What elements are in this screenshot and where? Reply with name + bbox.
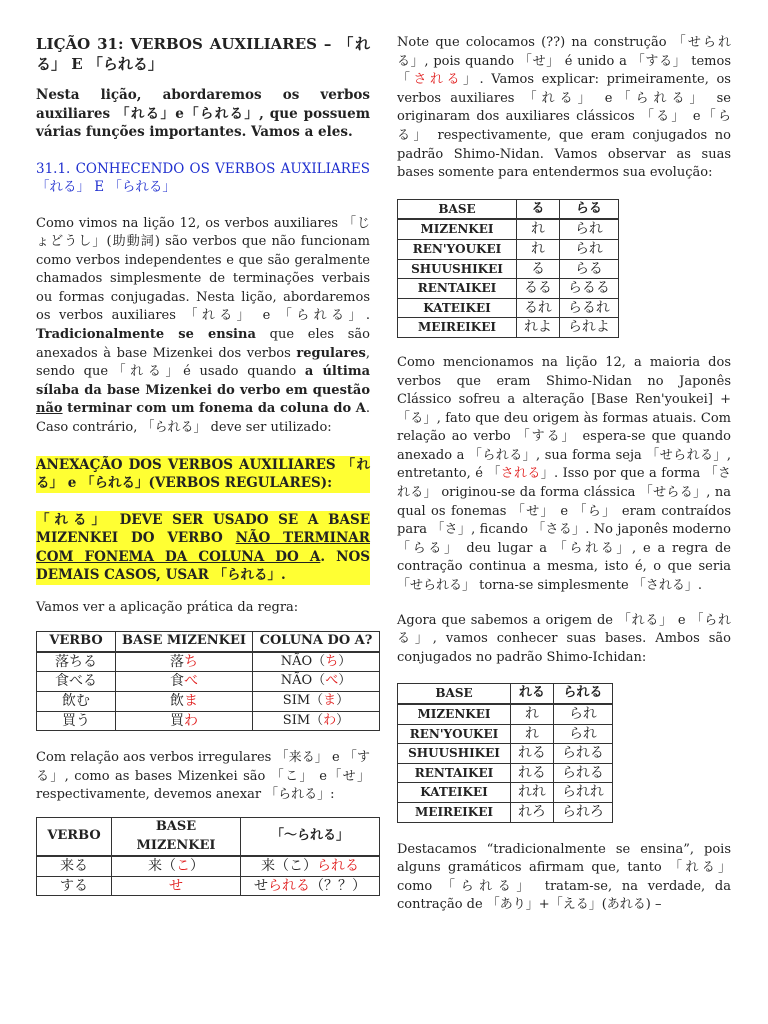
base-cell — [116, 692, 253, 712]
base-stem: 飲 — [170, 693, 184, 709]
left-column — [36, 34, 373, 896]
conjugation-cell: らる — [559, 259, 618, 279]
conjugation-cell: らるれ — [559, 298, 618, 318]
result-ending: られる — [268, 877, 310, 894]
result-stem: 来（こ） — [261, 858, 317, 875]
conjugation-cell: られれ — [553, 783, 612, 803]
conjugation-cell: れる — [511, 763, 554, 783]
conjugation-cell: られろ — [553, 802, 612, 822]
paragraph-note: Note que colocamos (??) na construção 「せられる」, pois quando 「せ」 é unido a 「する」 temos 「される」. Vamos explicar: primeiramente, os verbos auxiliares 「れる」 e「られる」 se originaram dos auxiliares clássicos 「る」 e「らる」 respectivamente, que eram conjugados no padrão Shimo-Nidan. Vamos observar as suas bases somente para entendermos sua evolução: — [397, 35, 731, 181]
base-suffix: ） — [190, 858, 204, 875]
conjugation-cell: れれ — [511, 783, 554, 803]
table-header: COLUNA DO A? — [253, 632, 380, 652]
base-name-cell: KATEIKEI — [398, 783, 511, 803]
table-header: VERBO — [37, 817, 112, 856]
column-a-syllable: ま — [323, 693, 337, 708]
column-a-answer: NÃO（ — [280, 673, 326, 689]
conjugation-cell: れ — [511, 704, 554, 724]
table-row — [398, 763, 613, 783]
highlight-rule-body: 「れる」 DEVE SER USADO SE A BASE MIZENKEI DO VERBO NÃO TERMINAR COM FONEMA DA COLUNA DO A. NOS DEMAIS CASOS, USAR 「られる」. — [36, 511, 370, 584]
verb-cell: 落ちる — [37, 652, 116, 672]
table-row — [37, 672, 380, 692]
table-row — [398, 239, 619, 259]
paragraph-practical: Vamos ver a aplicação prática da regra: — [36, 599, 299, 615]
table-header: 「～られる」 — [241, 817, 380, 856]
table-header: BASE — [398, 199, 517, 219]
base-cell — [116, 652, 253, 672]
column-a-syllable: べ — [325, 673, 339, 689]
table-header: BASE — [398, 684, 511, 704]
base-name-cell: SHUUSHIKEI — [398, 259, 517, 279]
base-name-cell: MEIREIKEI — [398, 802, 511, 822]
base-syllable: ち — [184, 653, 198, 670]
table-row — [398, 298, 619, 318]
conjugation-cell: られ — [553, 724, 612, 744]
conjugation-cell: れ — [511, 724, 554, 744]
table-row — [398, 744, 613, 764]
conjugation-cell: れよ — [517, 318, 560, 338]
table-regular-verbs — [36, 631, 380, 731]
table-row — [37, 856, 380, 876]
column-a-cell — [253, 672, 380, 692]
result-note: （？？） — [310, 877, 366, 894]
table-row — [398, 259, 619, 279]
conjugation-cell: られよ — [559, 318, 618, 338]
base-name-cell: MIZENKEI — [398, 704, 511, 724]
column-a-close: ） — [336, 712, 350, 728]
highlight-rule-title: ANEXAÇÃO DOS VERBOS AUXILIARES 「れる」 e 「られる」(VERBOS REGULARES): — [36, 456, 370, 492]
column-a-cell — [253, 711, 380, 731]
base-name-cell: SHUUSHIKEI — [398, 744, 511, 764]
table-row — [37, 692, 380, 712]
table-row — [398, 704, 613, 724]
base-cell — [112, 856, 241, 876]
base-name-cell: RENTAIKEI — [398, 279, 517, 299]
base-cell — [116, 672, 253, 692]
table-row — [398, 802, 613, 822]
verb-cell: する — [37, 876, 112, 896]
verb-cell: 買う — [37, 711, 116, 731]
result-cell — [241, 876, 380, 896]
table-row — [398, 279, 619, 299]
base-cell — [112, 876, 241, 896]
lesson-title: LIÇÃO 31: VERBOS AUXILIARES – 「れる」 E 「られる」 — [36, 35, 370, 73]
table-header: る — [517, 199, 560, 219]
column-a-cell — [253, 652, 380, 672]
base-stem: 買 — [170, 712, 184, 729]
column-a-cell — [253, 692, 380, 712]
column-a-answer: NÃO（ — [280, 653, 326, 669]
verb-cell: 食べる — [37, 672, 116, 692]
table-header: らる — [559, 199, 618, 219]
base-name-cell: MEIREIKEI — [398, 318, 517, 338]
conjugation-cell: れる — [511, 744, 554, 764]
base-prefix: 来（ — [148, 858, 176, 875]
paragraph-evolution: Como mencionamos na lição 12, a maioria dos verbos que eram Shimo-Nidan no Japonês Clássico sofreu a alteração [Base Ren'youkei] + 「る」, fato que deu origem às formas atuais. Com relação ao verbo 「する」 espera-se que quando anexado a 「られる」, sua forma seja 「せられる」, entretanto, é 「される」. Isso por que a forma 「される」 originou-se da forma clássica 「せらる」, na qual os fonemas 「せ」 e 「ら」 eram contraídos para 「さ」, ficando 「さる」. No japonês moderno 「らる」 deu lugar a 「られる」, e a regra de contração continua a mesma, isto é, o que seria 「せられる」 torna-se simplesmente 「される」. — [397, 354, 731, 594]
table-irregular-verbs — [36, 817, 380, 896]
table-header: られる — [553, 684, 612, 704]
column-a-answer: SIM（ — [282, 712, 324, 728]
column-a-close: ） — [338, 673, 352, 689]
table-header: BASE MIZENKEI — [116, 632, 253, 652]
section-heading: 31.1. CONHECENDO OS VERBOS AUXILIARES 「れる」 E 「られる」 — [36, 160, 370, 195]
table-modern-bases — [397, 683, 613, 822]
paragraph-shimo-ichidan: Agora que sabemos a origem de 「れる」 e 「られる」, vamos conhecer suas bases. Ambos são conjugados no padrão Shimo-Ichidan: — [397, 612, 731, 665]
lesson-intro: Nesta lição, abordaremos os verbos auxiliares 「れる」e「られる」, que possuem várias funções importantes. Vamos a eles. — [36, 87, 370, 140]
base-name-cell: MIZENKEI — [398, 219, 517, 239]
table-row — [398, 318, 619, 338]
result-ending: られる — [317, 858, 359, 875]
conjugation-cell: る — [517, 259, 560, 279]
conjugation-cell: られる — [553, 744, 612, 764]
paragraph-irregular: Com relação aos verbos irregulares 「来る」 e 「する」, como as bases Mizenkei são 「こ」 e「せ」 respectivamente, devemos anexar 「られる」: — [36, 750, 370, 803]
base-stem: 落 — [170, 653, 184, 670]
base-syllable: わ — [184, 712, 198, 729]
column-a-close: ） — [336, 693, 350, 708]
table-header: BASE MIZENKEI — [112, 817, 241, 856]
conjugation-cell: るれ — [517, 298, 560, 318]
table-row — [37, 711, 380, 731]
table-header: VERBO — [37, 632, 116, 652]
base-name-cell: REN'YOUKEI — [398, 239, 517, 259]
base-syllable: せ — [169, 877, 183, 894]
base-name-cell: RENTAIKEI — [398, 763, 511, 783]
right-column — [397, 34, 731, 915]
base-cell — [116, 711, 253, 731]
column-a-close: ） — [338, 653, 352, 669]
conjugation-cell: れ — [517, 239, 560, 259]
base-syllable: ま — [184, 693, 198, 709]
conjugation-cell: られ — [553, 704, 612, 724]
table-header: れる — [511, 684, 554, 704]
column-a-answer: SIM（ — [282, 693, 324, 708]
base-syllable: べ — [184, 673, 198, 690]
table-row — [398, 724, 613, 744]
conjugation-cell: られ — [559, 239, 618, 259]
base-name-cell: REN'YOUKEI — [398, 724, 511, 744]
conjugation-cell: らるる — [559, 279, 618, 299]
verb-cell: 来る — [37, 856, 112, 876]
verb-cell: 飲む — [37, 692, 116, 712]
base-syllable: こ — [176, 858, 190, 875]
conjugation-cell: れ — [517, 219, 560, 239]
column-a-syllable: わ — [323, 712, 337, 728]
conjugation-cell: るる — [517, 279, 560, 299]
column-a-syllable: ち — [325, 653, 339, 669]
base-name-cell: KATEIKEI — [398, 298, 517, 318]
conjugation-cell: られ — [559, 219, 618, 239]
conjugation-cell: られる — [553, 763, 612, 783]
table-row — [398, 783, 613, 803]
conjugation-cell: れろ — [511, 802, 554, 822]
table-row — [37, 876, 380, 896]
result-stem: せ — [254, 877, 268, 894]
table-classic-bases — [397, 199, 619, 338]
paragraph-highlight-note: Destacamos “tradicionalmente se ensina”, pois alguns gramáticos afirmam que, tanto 「れる」 como 「られる」 tratam-se, na verdade, da contração de 「あり」+「える」(あれる) – — [397, 841, 731, 913]
paragraph-explanation: Como vimos na lição 12, os verbos auxiliares 「じょどうし」(助動詞) são verbos que não funcionam como verbos independentes e que são geralmente chamados simplesmente de terminações verbais ou formas conjugadas. Nesta lição, abordaremos os verbos auxiliares 「れる」 e 「られる」. Tradicionalmente se ensina que eles são anexados à base Mizenkei dos verbos regulares, sendo que「れる」é usado quando a última sílaba da base Mizenkei do verbo em questão não terminar com um fonema da coluna do A. Caso contrário, 「られる」 deve ser utilizado: — [36, 215, 370, 436]
result-cell — [241, 856, 380, 876]
base-stem: 食 — [170, 673, 184, 690]
table-row — [37, 652, 380, 672]
table-row — [398, 219, 619, 239]
